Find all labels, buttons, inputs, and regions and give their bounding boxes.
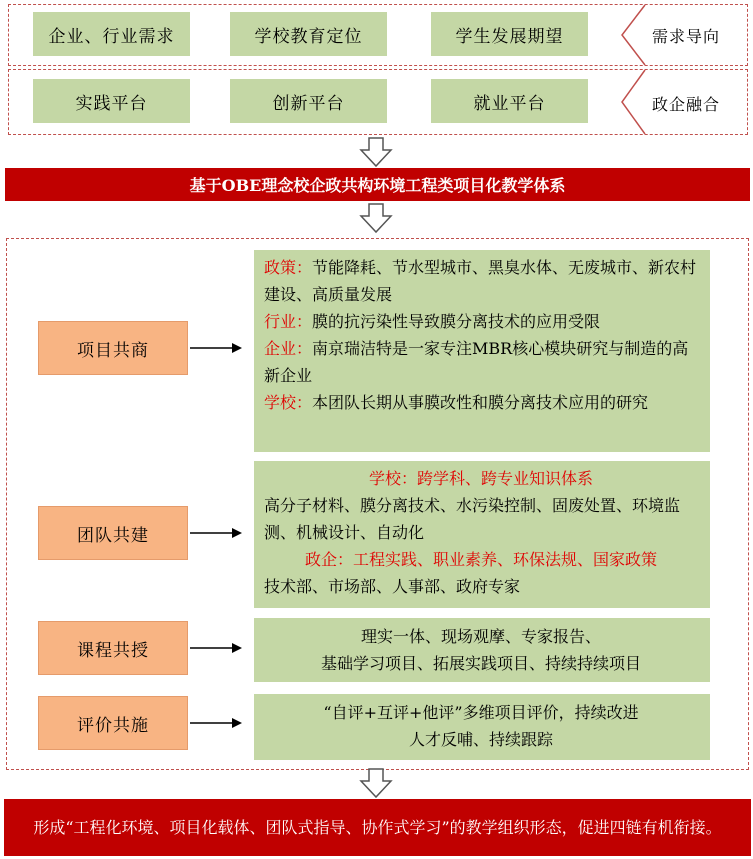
course-line-2: 基础学习项目、拓展实践项目、持续持续项目 <box>320 654 641 673</box>
platform-box-employment: 就业平台 <box>431 79 588 123</box>
platform-box-innovation: 创新平台 <box>230 79 387 123</box>
module-team-build-content <box>254 461 710 608</box>
enterprise-line: 企业：南京瑞洁特是一家专注MBR核心模块研究与制造的高新企业 <box>264 339 689 385</box>
label-demand-orientation: 需求导向 <box>652 27 721 46</box>
chevron-divider-1 <box>0 0 753 140</box>
down-arrow-icon <box>360 768 400 800</box>
right-arrow-icon <box>190 640 250 656</box>
policy-line: 政策：节能降耗、节水型城市、黑臭水体、无废城市、新农村建设、高质量发展 <box>264 258 697 304</box>
gov-enterprise-departments: 技术部、市场部、人事部、政府专家 <box>264 577 521 596</box>
gov-enterprise-heading: 政企：工程实践、职业素养、环保法规、国家政策 <box>304 550 657 569</box>
module-project-consult: 项目共商 <box>38 321 188 375</box>
module-evaluation: 评价共施 <box>38 696 188 750</box>
demand-box-student: 学生发展期望 <box>431 12 588 56</box>
system-banner: 基于OBE理念校企政共构环境工程类项目化教学体系 <box>5 168 750 201</box>
right-arrow-icon <box>190 525 250 541</box>
down-arrow-icon <box>360 137 400 169</box>
outcome-banner: 形成“工程化环境、项目化载体、团队式指导、协作式学习”的教学组织形态，促进四链有机衔接。 <box>4 799 751 856</box>
module-evaluation-content <box>254 694 710 760</box>
demand-box-enterprise: 企业、行业需求 <box>33 12 190 56</box>
evaluation-line-1: “自评+互评+他评”多维项目评价，持续改进 <box>323 703 639 722</box>
industry-line: 行业：膜的抗污染性导致膜分离技术的应用受限 <box>264 312 601 331</box>
evaluation-line-2: 人才反哺、持续跟踪 <box>408 730 553 749</box>
school-heading: 学校：跨学科、跨专业知识体系 <box>368 469 593 488</box>
school-line: 学校：本团队长期从事膜改性和膜分离技术应用的研究 <box>264 393 649 412</box>
school-disciplines: 高分子材料、膜分离技术、水污染控制、固废处置、环境监测、机械设计、自动化 <box>264 496 681 542</box>
demand-box-school: 学校教育定位 <box>230 12 387 56</box>
right-arrow-icon <box>190 715 250 731</box>
platform-box-practice: 实践平台 <box>33 79 190 123</box>
down-arrow-icon <box>360 203 400 235</box>
course-line-1: 理实一体、现场观摩、专家报告、 <box>360 627 601 646</box>
module-project-consult-content <box>254 250 710 452</box>
module-course-teach-content <box>254 618 710 682</box>
label-gov-enterprise-fusion: 政企融合 <box>652 95 721 114</box>
module-course-teach: 课程共授 <box>38 621 188 675</box>
module-team-build: 团队共建 <box>38 506 188 560</box>
right-arrow-icon <box>190 340 250 356</box>
